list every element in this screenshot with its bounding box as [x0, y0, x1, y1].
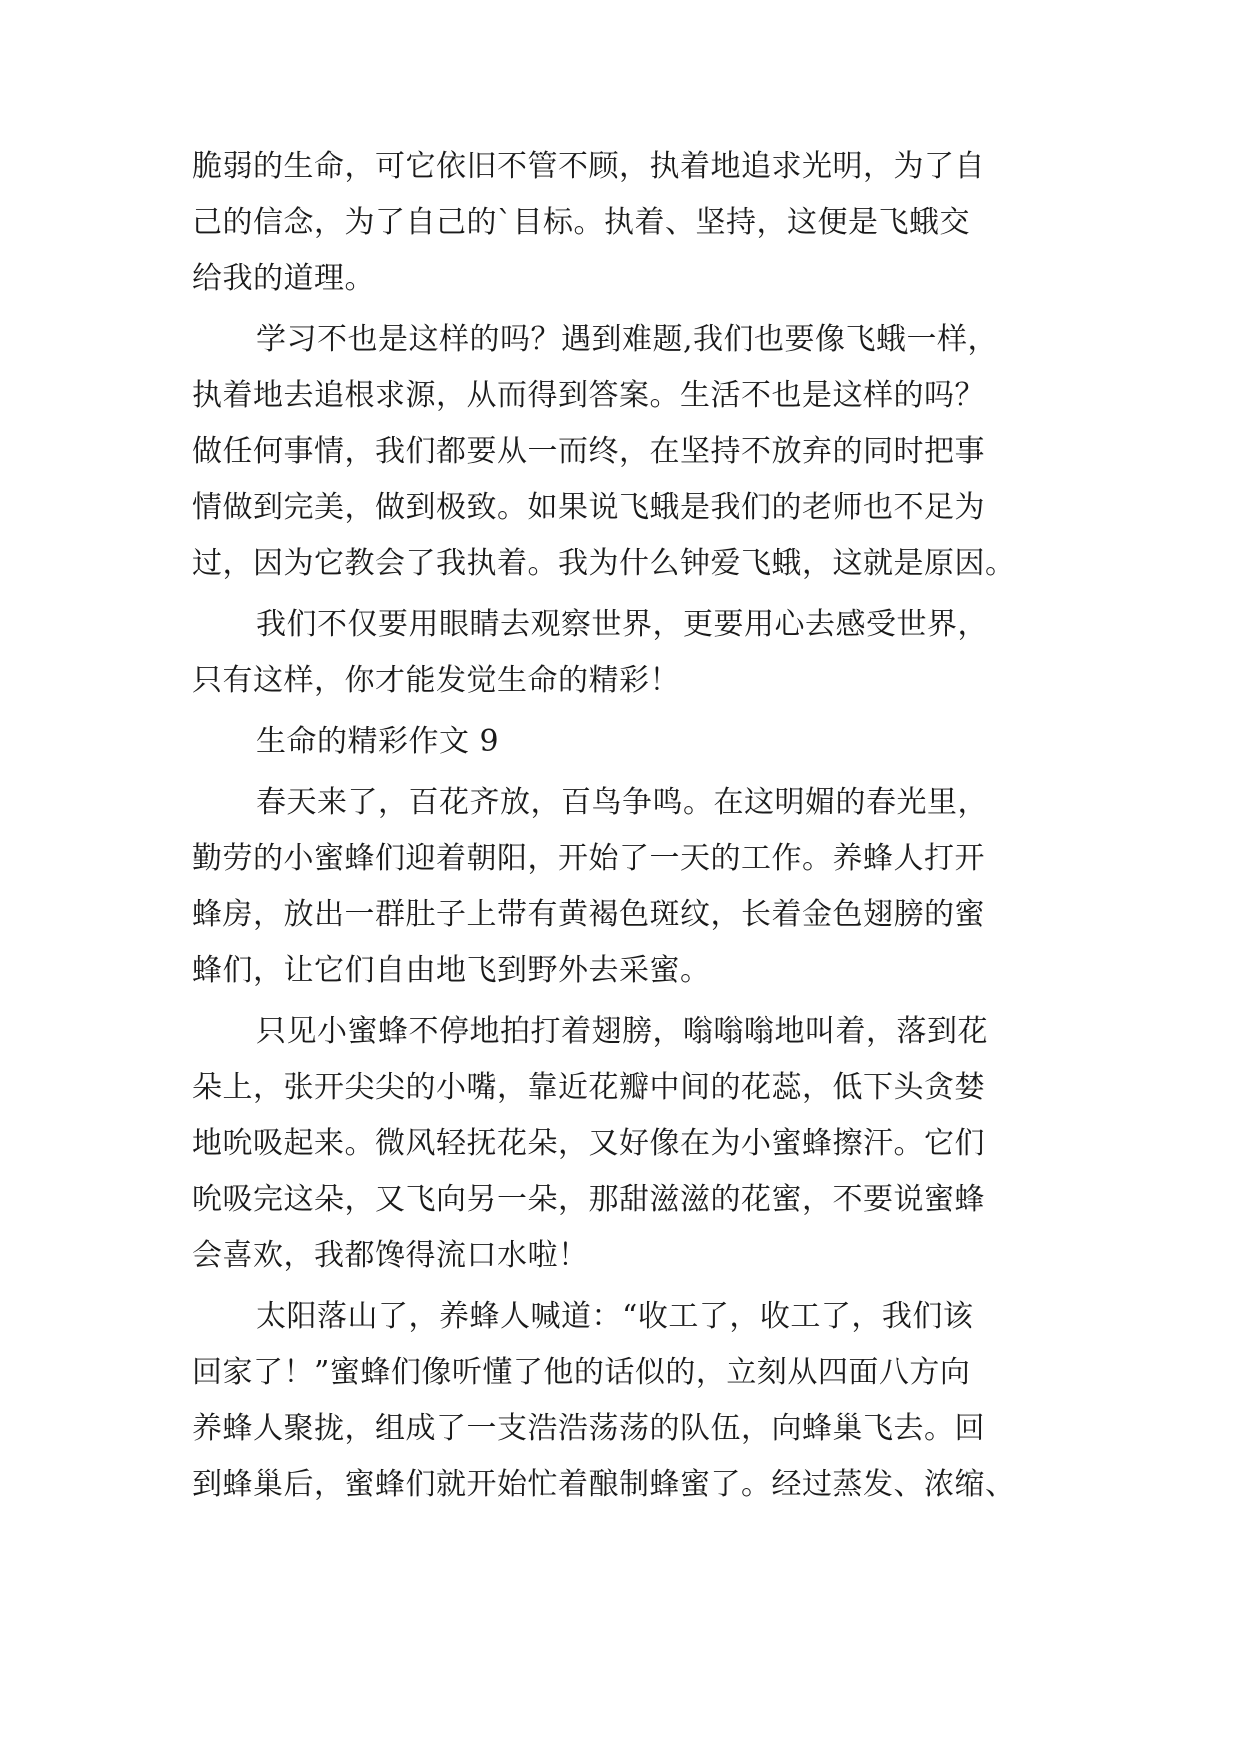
text-line: 养蜂人聚拢，组成了一支浩浩荡荡的队伍，向蜂巢飞去。回 — [192, 1411, 985, 1446]
text-line: 会喜欢，我都馋得流口水啦！ — [192, 1238, 589, 1273]
text-line: 地吮吸起来。微风轻抚花朵，又好像在为小蜜蜂擦汗。它们 — [192, 1126, 985, 1161]
text-line: 蜂房，放出一群肚子上带有黄褐色斑纹，长着金色翅膀的蜜 — [192, 897, 985, 932]
paragraph-first-line: 只见小蜜蜂不停地拍打着翅膀，嗡嗡嗡地叫着，落到花 — [256, 1014, 988, 1049]
text-line: 蜂们，让它们自由地飞到野外去采蜜。 — [192, 953, 711, 988]
text-line: 勤劳的小蜜蜂们迎着朝阳，开始了一天的工作。养蜂人打开 — [192, 841, 985, 876]
text-line: 朵上，张开尖尖的小嘴，靠近花瓣中间的花蕊，低下头贪婪 — [192, 1070, 985, 1105]
text-line: 吮吸完这朵，又飞向另一朵，那甜滋滋的花蜜，不要说蜜蜂 — [192, 1182, 985, 1217]
text-line: 给我的道理。 — [192, 261, 375, 296]
paragraph-first-line: 春天来了，百花齐放，百鸟争鸣。在这明媚的春光里， — [256, 785, 988, 820]
paragraph-first-line: 太阳落山了，养蜂人喊道：“收工了，收工了，我们该 — [256, 1299, 974, 1334]
text-line: 情做到完美，做到极致。如果说飞蛾是我们的老师也不足为 — [192, 490, 985, 525]
text-line: 做任何事情，我们都要从一而终，在坚持不放弃的同时把事 — [192, 434, 985, 469]
text-line: 只有这样，你才能发觉生命的精彩！ — [192, 663, 680, 698]
text-line: 脆弱的生命，可它依旧不管不顾，执着地追求光明，为了自 — [192, 149, 985, 184]
text-line: 执着地去追根求源，从而得到答案。生活不也是这样的吗？ — [192, 378, 985, 413]
text-line: 回家了！”蜜蜂们像听懂了他的话似的，立刻从四面八方向 — [192, 1355, 971, 1390]
text-line: 过，因为它教会了我执着。我为什么钟爱飞蛾，这就是原因。 — [192, 546, 1016, 581]
paragraph-first-line: 学习不也是这样的吗？遇到难题,我们也要像飞蛾一样， — [256, 322, 999, 357]
section-heading: 生命的精彩作文 9 — [256, 724, 500, 759]
text-line: 己的信念，为了自己的`目标。执着、坚持，这便是飞蛾交 — [192, 205, 970, 240]
paragraph-first-line: 我们不仅要用眼睛去观察世界，更要用心去感受世界， — [256, 607, 988, 642]
text-line: 到蜂巢后，蜜蜂们就开始忙着酿制蜂蜜了。经过蒸发、浓缩、 — [192, 1467, 1016, 1502]
